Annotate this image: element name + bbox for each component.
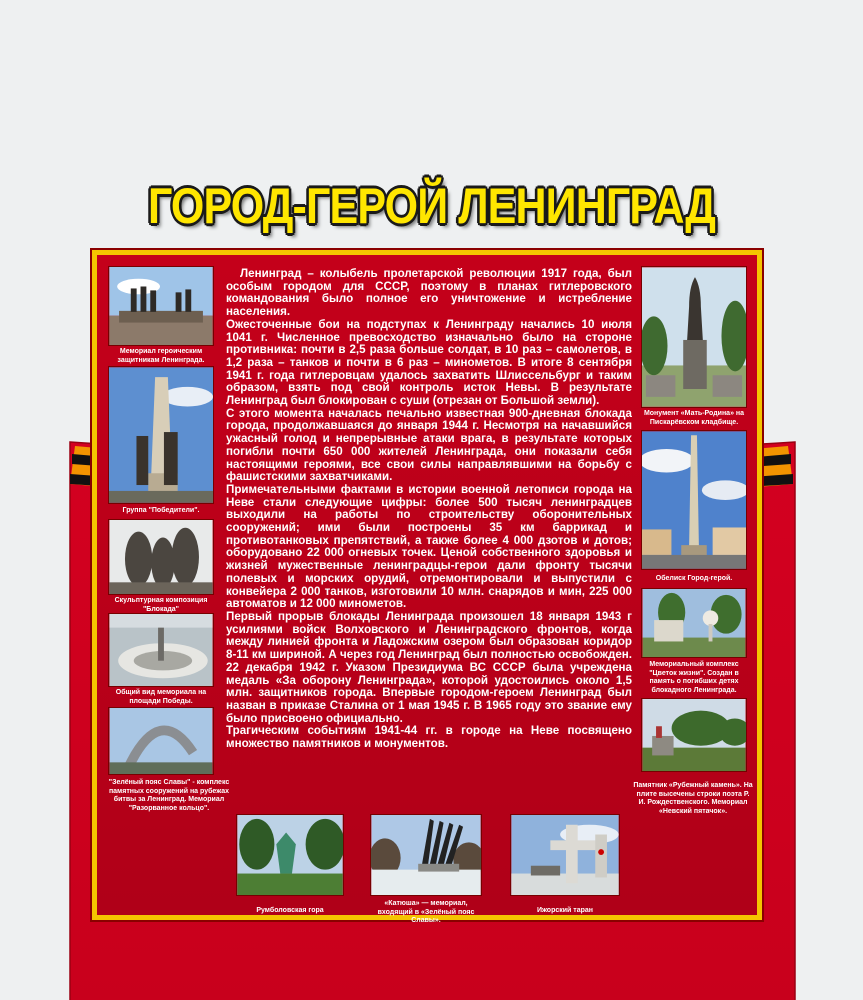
caption-right2: Обелиск Город-герой. [655,575,733,582]
caption-right3: Мемориальный комплекс "Цветок жизни". Создан в память о погибших детях блокадного Ленинграда. [649,661,739,694]
photo-blokada-sculpture [108,519,214,595]
paragraph-1: Ленинград – колыбель пролетарской революции 1917 года, был особым городом для СССР, поэтому в планах гитлеровского командования было полное его уничтожение и истребление населения. [226,268,632,319]
photo-rumbolovskaya [236,814,344,896]
caption-left4: Общий вид мемориала на площади Победы. [115,689,207,705]
photo-memorial-defenders [108,266,214,346]
caption-left3: Скульптурная композиция "Блокада" [114,597,208,613]
photo-flower-of-life [641,588,747,658]
paragraph-6: Трагическим событиям 1941-44 гг. в городе на Неве посвящено множество памятников и монументов. [226,724,632,751]
photo-mother-motherland [641,266,747,408]
page-title: ГОРОД-ГЕРОЙ ЛЕНИНГРАД [147,178,716,234]
caption-left5: "Зелёный пояс Славы" - комплекс памятных сооружений на рубежах битвы за Ленинград. Мемориал "Разорванное кольцо". [108,779,230,812]
caption-bottom3: Ижорский таран [536,907,594,914]
paragraph-4: Примечательными фактами в истории военной летописи города на Неве стали следующие цифры: более 500 тысяч ленинградцев выходили на работы по строительству оборонительных сооружений; ими были построены 35 км баррикад и противотанковых препятствий, а также более 4 000 дзотов и дотов; оборудовано 22 000 огневых точек. Ценой собственного здоровья и жизней мужественные ленинградцы-герои дали фронту тысячи полевых и морских орудий, отремонтировали и выпустили с конвейера 2 000 танков, изготовили 10 млн. снарядов и мин, 225 000 автоматов и 12 000 минометов. [226,482,632,611]
caption-bottom2: «Катюша» — мемориал, входящий в «Зелёный пояс Славы». [377,900,475,924]
caption-left2: Группа "Победители". [122,507,200,514]
photo-victory-square [108,613,214,687]
paragraph-3: С этого момента началась печально известная 900-дневная блокада города, продолжавшаяся до января 1944 г. Несмотря на начавшийся ужасный голод и непрерывные атаки врага, в результате которых погибли почти 650 000 жителей Ленинграда, они показали себя настоящими героями, все свои силы направлявшими на борьбу с фашистскими захватчиками. [226,406,632,484]
photo-katyusha [370,814,482,896]
paragraph-2: Ожесточенные бои на подступах к Ленинграду начались 10 июля 1041 г. Численное превосходство изначально было на стороне противника: почти в 2,5 раза больше солдат, в 10 раз – самолетов, в 1,2 раза – танков и почти в 6 раз – минометов. В итоге 8 сентября 1941 г. года гитлеровцам удалось захватить Шлиссельбург и таким образом, взять под свой контроль исток Невы. В результате Ленинград был блокирован с суши (отрезан от Большой земли). [226,317,632,408]
caption-left1: Мемориал героическим защитникам Ленинграда. [117,348,205,364]
paragraph-5: Первый прорыв блокады Ленинграда произошел 18 января 1943 г усилиями войск Волховского и Ленинградского фронтов, когда между линией фронта и Ладожским озером был образован коридор 8-11 км шириной. А через год Ленинград был полностью освобожден. 22 декабря 1942 г. Указом Президиума ВС СССР была учреждена медаль «За оборону Ленинграда», которой удостоились около 1,5 млн. защитников города. Впервые городом-героем Ленинград был назван в приказе Сталина от 1 мая 1945 г. В 1965 году это звание ему было присвоено официально. [226,609,632,725]
photo-boundary-stone [641,698,747,772]
photo-obelisk [641,430,747,570]
caption-right1: Монумент «Мать-Родина» на Пискарёвском кладбище. [643,410,745,426]
main-article [226,268,632,813]
caption-right4: Памятник «Рубежный камень». На плите высечены строки поэта Р. И. Рождественского. Мемориал «Невский пятачок». [633,782,753,815]
caption-bottom1: Румболовская гора [256,907,324,914]
photo-pobediteli [108,366,214,504]
photo-izhora-ram [510,814,620,896]
photo-broken-ring [108,707,214,775]
